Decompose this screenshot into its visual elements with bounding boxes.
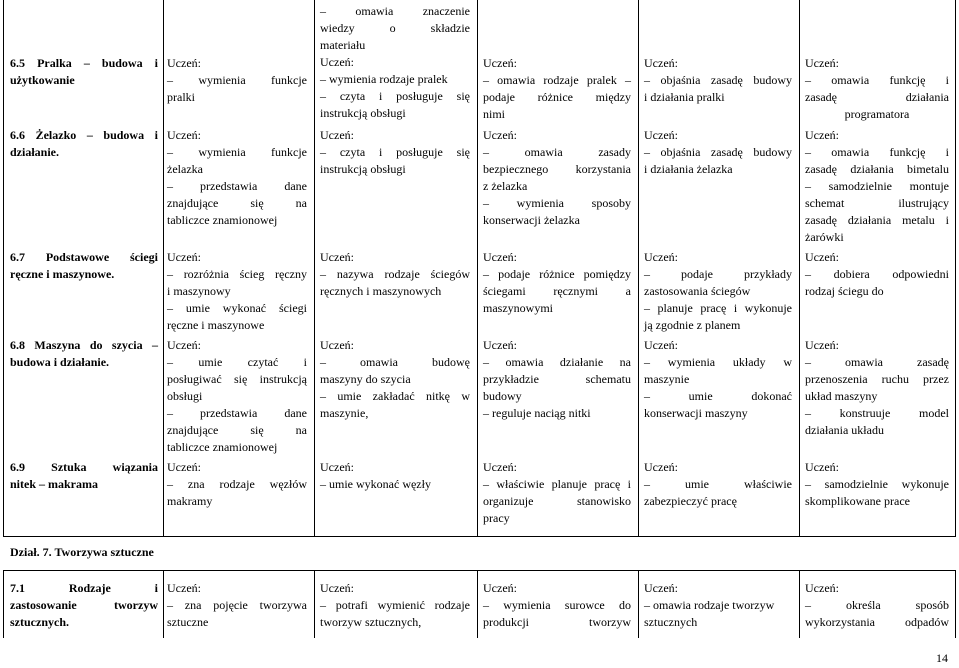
- requirements-cell: [167, 249, 307, 334]
- line: zabezpieczyć pracę: [644, 494, 737, 508]
- line: – wymienia surowce do: [483, 598, 631, 612]
- line: – zna rodzaje węzłów: [167, 477, 307, 491]
- line: – umie dokonać: [644, 389, 792, 403]
- line: Uczeń:: [644, 250, 678, 264]
- requirements-cell: [644, 337, 792, 422]
- line: Uczeń:: [167, 250, 201, 264]
- requirements-cell: [167, 55, 307, 106]
- line: – wymienia funkcje: [167, 73, 307, 87]
- topic-line: 7.1 Rodzaje i: [10, 581, 158, 595]
- line: maszyny do szycia: [320, 372, 411, 386]
- topic-line: 6.7 Podstawowe ściegi: [10, 250, 158, 264]
- line: Uczeń:: [805, 338, 839, 352]
- requirements-cell: [805, 580, 949, 631]
- line: Uczeń:: [644, 581, 678, 595]
- line: ręczne i maszynowe: [167, 318, 265, 332]
- line: – omawia zasadę: [805, 355, 949, 369]
- line: – umie właściwie: [644, 477, 792, 491]
- line: – umie zakładać nitkę w: [320, 389, 470, 403]
- topic-cell: [10, 459, 158, 493]
- line: Uczeń:: [805, 250, 839, 264]
- requirements-cell: [483, 459, 631, 527]
- table-border: [314, 0, 315, 537]
- line: znajdujące się na: [167, 196, 307, 210]
- line: rodzaj ściegu do: [805, 284, 884, 298]
- line: – omawia znaczenie: [320, 4, 470, 18]
- line: sztucznych: [644, 615, 698, 629]
- line: – czyta i posługuje się: [320, 145, 470, 159]
- line: Uczeń:: [805, 581, 839, 595]
- topic-line: działanie.: [10, 145, 60, 159]
- line: – wymienia funkcje: [167, 145, 307, 159]
- line: tworzyw sztucznych,: [320, 615, 422, 629]
- topic-line: sztucznych.: [10, 615, 69, 629]
- requirements-cell: [644, 580, 792, 631]
- line: maszynowymi: [483, 301, 553, 315]
- requirements-cell: [320, 459, 470, 493]
- topic-line: użytkowanie: [10, 73, 75, 87]
- topic-line: 6.6 Żelazko – budowa i: [10, 128, 158, 142]
- line: Uczeń:: [805, 56, 839, 70]
- line: – przedstawia dane: [167, 179, 307, 193]
- line: – dobiera odpowiedni: [805, 267, 949, 281]
- line: Uczeń:: [167, 460, 201, 474]
- line: – zna pojęcie tworzywa: [167, 598, 307, 612]
- line: maszynie: [644, 372, 690, 386]
- requirements-cell: [320, 3, 470, 122]
- line: instrukcją obsługi: [320, 106, 406, 120]
- line: pralki: [167, 90, 195, 104]
- requirements-cell: [805, 55, 949, 123]
- line: – właściwie planuje pracę i: [483, 477, 631, 491]
- topic-line: 6.5 Pralka – budowa i: [10, 56, 158, 70]
- line: Uczeń:: [320, 338, 354, 352]
- requirements-cell: [644, 127, 792, 178]
- line: Uczeń:: [483, 460, 517, 474]
- requirements-cell: [167, 127, 307, 229]
- line: ręcznych i maszynowych: [320, 284, 442, 298]
- topic-cell: [10, 249, 158, 283]
- line: wiedzy o składzie: [320, 21, 470, 35]
- line: Uczeń:: [167, 56, 201, 70]
- table-border: [314, 570, 315, 638]
- topic-cell: [10, 55, 158, 89]
- line: sztuczne: [167, 615, 209, 629]
- topic-line: 6.9 Sztuka wiązania: [10, 460, 158, 474]
- line: przenoszenia ruchu przez: [805, 372, 949, 386]
- line: Uczeń:: [644, 128, 678, 142]
- topic-cell: [10, 127, 158, 161]
- line: – umie czytać i: [167, 355, 307, 369]
- table-border: [955, 570, 956, 638]
- line: tabliczce znamionowej: [167, 440, 278, 454]
- topic-cell: [10, 337, 158, 371]
- line: – samodzielnie wykonuje: [805, 477, 949, 491]
- line: zasadę działania metalu i: [805, 213, 949, 227]
- line: Uczeń:: [320, 250, 354, 264]
- line: Uczeń:: [644, 56, 678, 70]
- line: programatora: [844, 107, 910, 121]
- line: pracy: [483, 511, 510, 525]
- line: zasadę działania: [805, 90, 949, 104]
- line: – omawia rodzaje pralek –: [483, 73, 631, 87]
- line: – rozróżnia ścieg ręczny: [167, 267, 307, 281]
- line: – wymienia układy w: [644, 355, 792, 369]
- line: Uczeń:: [483, 56, 517, 70]
- line: – samodzielnie montuje: [805, 179, 949, 193]
- line: Uczeń:: [483, 581, 517, 595]
- line: – wymienia sposoby: [483, 196, 631, 210]
- line: – nazywa rodzaje ściegów: [320, 267, 470, 281]
- line: Uczeń:: [483, 338, 517, 352]
- table-border: [163, 0, 164, 537]
- table-border: [638, 0, 639, 537]
- requirements-cell: [805, 459, 949, 510]
- line: i działania żelazka: [644, 162, 733, 176]
- line: wykorzystania odpadów: [805, 615, 949, 629]
- requirements-cell: [320, 249, 470, 300]
- line: nimi: [483, 107, 506, 121]
- line: makramy: [167, 494, 213, 508]
- requirements-cell: [483, 337, 631, 422]
- line: – umie wykonać ściegi: [167, 301, 307, 315]
- table-border: [799, 0, 800, 537]
- requirements-cell: [320, 337, 470, 422]
- table-border: [799, 570, 800, 638]
- line: – czyta i posługuje się: [320, 89, 470, 103]
- line: – określa sposób: [805, 598, 949, 612]
- line: – omawia funkcję i: [805, 145, 949, 159]
- line: Uczeń:: [320, 128, 354, 142]
- line: zastosowania ściegów: [644, 284, 751, 298]
- table-border: [3, 570, 956, 571]
- topic-line: budowa i działanie.: [10, 355, 110, 369]
- line: – omawia rodzaje tworzyw: [644, 598, 775, 612]
- requirements-cell: [644, 459, 792, 510]
- line: konserwacji żelazka: [483, 213, 580, 227]
- line: organizuje stanowisko: [483, 494, 631, 508]
- line: – planuje pracę i wykonuje: [644, 301, 792, 315]
- requirements-cell: [644, 249, 792, 334]
- line: przykładzie schematu: [483, 372, 631, 386]
- requirements-cell: [483, 580, 631, 631]
- requirements-cell: [644, 55, 792, 106]
- line: – konstruuje model: [805, 406, 949, 420]
- line: – podaje przykłady: [644, 267, 792, 281]
- topic-line: zastosowanie tworzyw: [10, 598, 158, 612]
- line: – reguluje naciąg nitki: [483, 406, 591, 420]
- line: – podaje różnice pomiędzy: [483, 267, 631, 281]
- line: podaje różnice między: [483, 90, 631, 104]
- requirements-cell: [805, 127, 949, 246]
- line: Uczeń:: [483, 128, 517, 142]
- requirements-cell: [483, 55, 631, 123]
- line: – objaśnia zasadę budowy: [644, 73, 792, 87]
- section-title: Dział. 7. Tworzywa sztuczne: [10, 545, 154, 559]
- line: Uczeń:: [167, 581, 201, 595]
- table-border: [638, 570, 639, 638]
- requirements-cell: [483, 249, 631, 317]
- line: Uczeń:: [320, 55, 354, 69]
- line: – przedstawia dane: [167, 406, 307, 420]
- line: – potrafi wymienić rodzaje: [320, 598, 470, 612]
- topic-line: nitek – makrama: [10, 477, 98, 491]
- line: żelazka: [167, 162, 203, 176]
- line: z żelazka: [483, 179, 528, 193]
- line: – wymienia rodzaje pralek: [320, 72, 448, 86]
- line: żarówki: [805, 230, 844, 244]
- line: posługiwać się instrukcją: [167, 372, 307, 386]
- table-border: [477, 570, 478, 638]
- line: skomplikowane prace: [805, 494, 910, 508]
- requirements-cell: [167, 459, 307, 510]
- line: działania układu: [805, 423, 884, 437]
- table-border: [477, 0, 478, 537]
- line: Uczeń:: [483, 250, 517, 264]
- table-border: [955, 0, 956, 537]
- line: – omawia działanie na: [483, 355, 631, 369]
- line: Uczeń:: [167, 128, 201, 142]
- line: – umie wykonać węzły: [320, 477, 431, 491]
- line: układ maszyny: [805, 389, 878, 403]
- line: Uczeń:: [805, 460, 839, 474]
- table-border: [3, 0, 4, 537]
- line: – objaśnia zasadę budowy: [644, 145, 792, 159]
- line: Uczeń:: [167, 338, 201, 352]
- line: zasadę działania bimetalu: [805, 162, 949, 176]
- line: produkcji tworzyw: [483, 615, 631, 629]
- line: znajdujące się na: [167, 423, 307, 437]
- page-number: 14: [936, 651, 948, 665]
- line: Uczeń:: [320, 581, 354, 595]
- line: – omawia budowę: [320, 355, 470, 369]
- topic-line: ręczne i maszynowe.: [10, 267, 115, 281]
- table-border: [3, 536, 956, 537]
- table-border: [163, 570, 164, 638]
- line: i działania pralki: [644, 90, 725, 104]
- line: Uczeń:: [644, 338, 678, 352]
- requirements-cell: [167, 337, 307, 456]
- line: i maszynowy: [167, 284, 231, 298]
- line: schemat ilustrujący: [805, 196, 949, 210]
- line: ściegami ręcznymi a: [483, 284, 631, 298]
- requirements-cell: [805, 249, 949, 300]
- line: bezpiecznego korzystania: [483, 162, 631, 176]
- line: konserwacji maszyny: [644, 406, 748, 420]
- line: ją zgodnie z planem: [644, 318, 741, 332]
- requirements-cell: [167, 580, 307, 631]
- line: maszynie,: [320, 406, 369, 420]
- requirements-cell: [483, 127, 631, 229]
- line: materiału: [320, 38, 366, 52]
- requirements-cell: [320, 580, 470, 631]
- table-border: [3, 570, 4, 638]
- requirements-cell: [320, 127, 470, 178]
- line: Uczeń:: [644, 460, 678, 474]
- topic-cell: [10, 580, 158, 631]
- topic-line: 6.8 Maszyna do szycia –: [10, 338, 158, 352]
- line: – omawia funkcję i: [805, 73, 949, 87]
- line: Uczeń:: [805, 128, 839, 142]
- line: budowy: [483, 389, 522, 403]
- requirements-cell: [805, 337, 949, 439]
- line: obsługi: [167, 389, 203, 403]
- line: – omawia zasady: [483, 145, 631, 159]
- line: instrukcją obsługi: [320, 162, 406, 176]
- line: tabliczce znamionowej: [167, 213, 278, 227]
- line: Uczeń:: [320, 460, 354, 474]
